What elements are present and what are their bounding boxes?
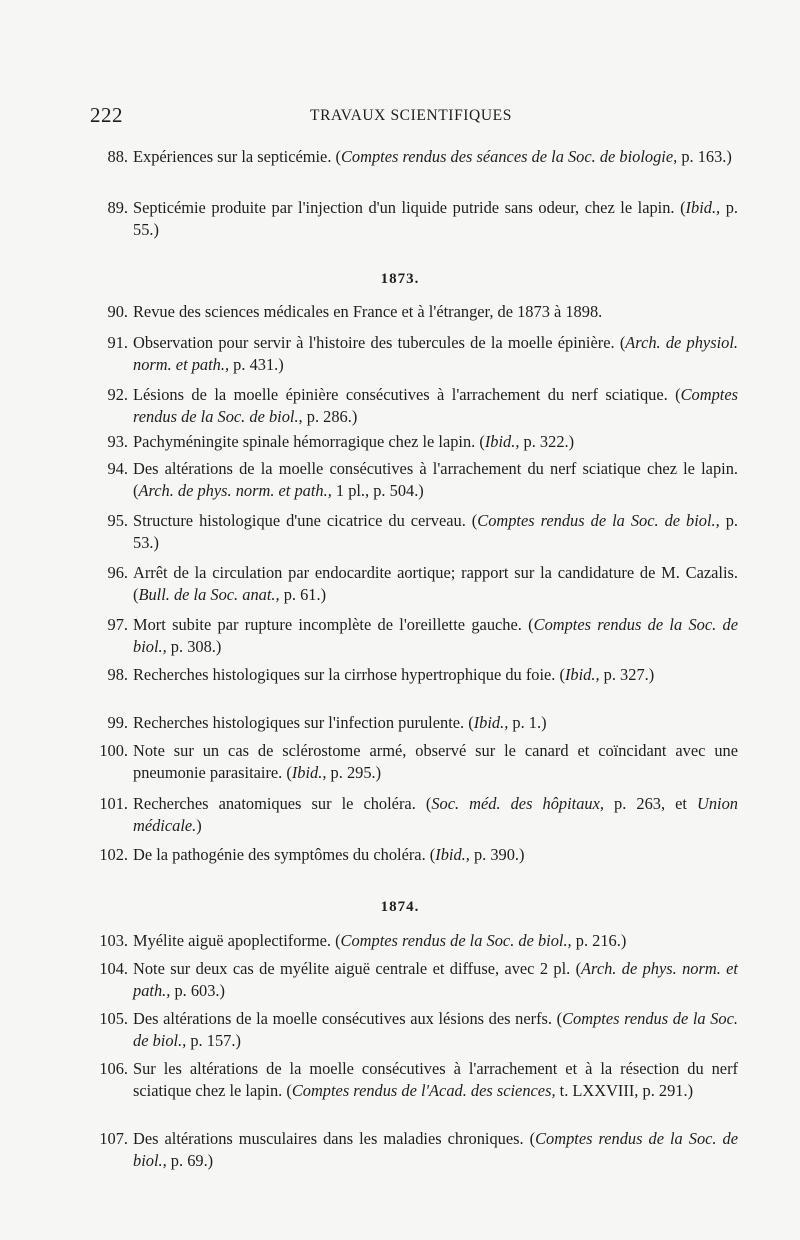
entry-number: 88. <box>107 147 128 166</box>
entry-text-segment: p. 308.) <box>166 637 222 656</box>
entry-text-segment: Lésions de la moelle épinière consécutives à l'arrachement du nerf sciatique. ( <box>133 385 681 404</box>
entry-text <box>133 958 738 1002</box>
entry-text-segment: p. 322.) <box>519 432 575 451</box>
entry-text <box>133 301 738 323</box>
entry-text-segment: Pachyméningite spinale hémorragique chez le lapin. ( <box>133 432 485 451</box>
entry-text-segment: Note sur un cas de sclérostome armé, observé sur le canard et coïncidant avec une pneumonie parasitaire. ( <box>133 741 738 782</box>
entry-text-segment: p. 61.) <box>279 585 327 604</box>
entry-text-segment: De la pathogénie des symptômes du choléra. ( <box>133 845 436 864</box>
entry-citation-italic: Comptes rendus de l'Acad. des sciences, <box>291 1081 556 1100</box>
entry-text-segment: p. 53.) <box>133 511 738 552</box>
entry-citation-italic: Soc. méd. des hôpitaux, <box>431 794 604 813</box>
entry-text <box>133 562 738 606</box>
entry-number: 104. <box>99 959 128 978</box>
entry-number: 92. <box>107 385 128 404</box>
entry-text-segment: Des altérations de la moelle consécutives à l'arrachement du nerf sciatique chez le lapin. ( <box>133 459 738 500</box>
entry-text <box>133 1008 738 1052</box>
bibliography-entry <box>88 562 738 606</box>
entry-citation-italic: Arch. de phys. norm. et path., <box>133 959 738 1000</box>
bibliography-entry <box>88 793 738 837</box>
entry-citation-italic: Comptes rendus de la Soc. de biol., <box>133 385 738 426</box>
entry-number: 94. <box>107 459 128 478</box>
entry-text-segment: p. 295.) <box>326 763 382 782</box>
entry-number: 98. <box>107 665 128 684</box>
entry-text-segment: p. 69.) <box>166 1151 214 1170</box>
entry-text-segment: p. 431.) <box>229 355 284 374</box>
entry-text-segment: Des altérations de la moelle consécutives aux lésions des nerfs. ( <box>133 1009 563 1028</box>
entry-text-segment: p. 163.) <box>677 147 732 166</box>
entry-text-segment: p. 216.) <box>571 931 627 950</box>
bibliography-entry <box>88 1008 738 1052</box>
page-number: 222 <box>90 103 123 127</box>
bibliography-entry <box>88 458 738 502</box>
entry-text-segment: Sur les altérations de la moelle consécutives à l'arrachement et à la résection du nerf sciatique chez le lapin. ( <box>133 1059 738 1100</box>
year-heading-1874: 1874. <box>380 899 420 915</box>
entry-citation-italic: Ibid., <box>685 198 721 217</box>
entry-number: 102. <box>99 845 128 864</box>
entry-number: 105. <box>99 1009 128 1028</box>
bibliography-entry <box>88 146 738 168</box>
entry-citation-italic: Bull. de la Soc. anat., <box>138 585 280 604</box>
entry-text <box>133 712 738 734</box>
entry-text <box>133 146 738 168</box>
entry-citation-italic: Comptes rendus de la Soc. de biol., <box>133 615 738 656</box>
entry-text <box>133 614 738 658</box>
entry-text-segment: p. 390.) <box>469 845 525 864</box>
entry-text-segment: p. 327.) <box>599 665 655 684</box>
entry-text-segment: Expériences sur la septicémie. ( <box>133 147 341 166</box>
entry-text-segment: Note sur deux cas de myélite aiguë centrale et diffuse, avec 2 pl. ( <box>133 959 582 978</box>
entry-text <box>133 664 738 686</box>
bibliography-entry <box>88 930 738 952</box>
entry-text-segment: p. 286.) <box>302 407 358 426</box>
entry-text-segment: p. 263, et <box>603 794 698 813</box>
entry-citation-italic: Comptes rendus de la Soc. de biol., <box>340 931 572 950</box>
entry-citation-italic: Arch. de physiol. norm. et path., <box>133 333 738 374</box>
entry-number: 91. <box>107 333 128 352</box>
page-header <box>90 103 730 129</box>
year-heading-1873: 1873. <box>380 271 420 287</box>
entry-text <box>133 431 738 453</box>
entry-text-segment: Recherches histologiques sur la cirrhose hypertrophique du foie. ( <box>133 665 565 684</box>
entry-citation-italic: Comptes rendus de la Soc. de biol., <box>133 1009 739 1050</box>
entry-citation-italic: Arch. de phys. norm. et path., <box>138 481 332 500</box>
entry-number: 96. <box>107 563 128 582</box>
entry-number: 100. <box>99 741 128 760</box>
entry-number: 95. <box>107 511 128 530</box>
entry-number: 106. <box>99 1059 128 1078</box>
bibliography-entry <box>88 332 738 376</box>
bibliography-entry <box>88 301 738 323</box>
entry-number: 99. <box>107 713 128 732</box>
entry-text <box>133 1128 738 1172</box>
entry-text <box>133 332 738 376</box>
entry-text <box>133 1058 738 1102</box>
entry-text <box>133 510 738 554</box>
bibliography-entry <box>88 510 738 554</box>
entry-text <box>133 930 738 952</box>
bibliography-entry <box>88 844 738 866</box>
running-title: TRAVAUX SCIENTIFIQUES <box>310 107 512 124</box>
entry-text-segment: Des altérations musculaires dans les maladies chroniques. ( <box>133 1129 536 1148</box>
bibliography-entry <box>88 1128 738 1172</box>
entry-text-segment: p. 55.) <box>133 198 739 239</box>
entry-text-segment: Recherches anatomiques sur le choléra. ( <box>133 794 432 813</box>
entry-text-segment: Arrêt de la circulation par endocardite aortique; rapport sur la candidature de M. Cazalis. ( <box>133 563 738 604</box>
entry-citation-italic: Ibid., <box>291 763 327 782</box>
entry-citation-italic: Union médicale. <box>133 794 738 835</box>
entry-citation-italic: Ibid., <box>473 713 509 732</box>
entry-text-segment: Structure histologique d'une cicatrice du cerveau. ( <box>133 511 478 530</box>
entry-citation-italic: Comptes rendus des séances de la Soc. de biologie, <box>340 147 678 166</box>
bibliography-entry <box>88 740 738 784</box>
entry-text-segment: Myélite aiguë apoplectiforme. ( <box>133 931 341 950</box>
entry-text-segment: 1 pl., p. 504.) <box>331 481 424 500</box>
entry-citation-italic: Comptes rendus de la Soc. de biol., <box>133 1129 738 1170</box>
bibliography-entry <box>88 958 738 1002</box>
entry-text-segment: Observation pour servir à l'histoire des tubercules de la moelle épinière. ( <box>133 333 626 352</box>
entry-text <box>133 458 738 502</box>
entry-text-segment: Revue des sciences médicales en France et à l'étranger, de 1873 à 1898. <box>133 302 603 321</box>
entry-text-segment: Septicémie produite par l'injection d'un liquide putride sans odeur, chez le lapin. ( <box>133 198 686 217</box>
entry-text <box>133 197 738 241</box>
bibliography-entry <box>88 431 738 453</box>
bibliography-entry <box>88 712 738 734</box>
entry-text-segment: p. 603.) <box>170 981 225 1000</box>
entry-text-segment: t. LXXVIII, p. 291.) <box>555 1081 694 1100</box>
entry-text <box>133 844 738 866</box>
entry-text <box>133 384 738 428</box>
bibliography-entry <box>88 384 738 428</box>
entry-citation-italic: Ibid., <box>435 845 470 864</box>
entry-text-segment: Mort subite par rupture incomplète de l'oreillette gauche. ( <box>133 615 534 634</box>
bibliography-entry <box>88 197 738 241</box>
entry-text-segment: p. 1.) <box>508 713 547 732</box>
entry-number: 89. <box>107 198 128 217</box>
entry-text-segment: ) <box>196 816 202 835</box>
entry-text <box>133 793 738 837</box>
entry-text-segment: p. 157.) <box>186 1031 241 1050</box>
entry-number: 101. <box>99 794 128 813</box>
bibliography-entry <box>88 1058 738 1102</box>
entry-number: 103. <box>99 931 128 950</box>
entry-number: 93. <box>107 432 128 451</box>
entry-citation-italic: Ibid., <box>484 432 520 451</box>
entry-citation-italic: Comptes rendus de la Soc. de biol., <box>477 511 720 530</box>
entry-number: 90. <box>107 302 128 321</box>
bibliography-entry <box>88 614 738 658</box>
entry-text <box>133 740 738 784</box>
entry-citation-italic: Ibid., <box>564 665 600 684</box>
entry-number: 97. <box>107 615 128 634</box>
bibliography-entry <box>88 664 738 686</box>
entry-number: 107. <box>99 1129 128 1148</box>
entry-text-segment: Recherches histologiques sur l'infection purulente. ( <box>133 713 474 732</box>
